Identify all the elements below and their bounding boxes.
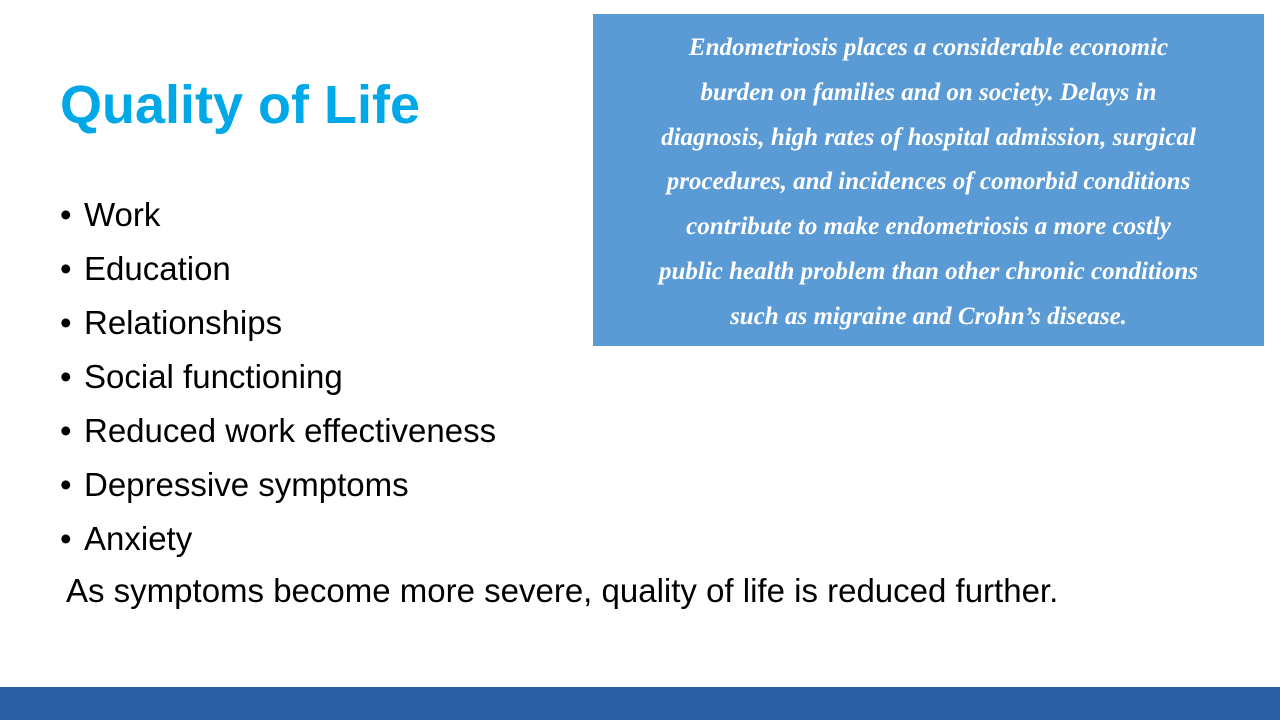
- quote-text: [601, 26, 1256, 340]
- bullet-item: [60, 296, 496, 350]
- bullet-text: Work: [84, 196, 161, 233]
- footer-bar: [0, 687, 1280, 720]
- quote-line: such as migraine and Crohn’s disease.: [730, 302, 1127, 330]
- bullet-text: Depressive symptoms: [84, 466, 409, 503]
- bullet-glyph: •: [60, 466, 72, 503]
- bullet-item: [60, 188, 496, 242]
- bullet-glyph: •: [60, 250, 72, 287]
- bullet-glyph: •: [60, 412, 72, 449]
- quote-line: public health problem than other chronic conditions: [659, 257, 1198, 285]
- bullet-glyph: •: [60, 196, 72, 233]
- bullet-text: Education: [84, 250, 231, 287]
- bullet-glyph: •: [60, 358, 72, 395]
- bullet-glyph: •: [60, 304, 72, 341]
- slide-title: Quality of Life: [60, 75, 421, 135]
- quote-line: diagnosis, high rates of hospital admission, surgical: [661, 123, 1196, 151]
- quote-box: [593, 14, 1264, 346]
- quote-line: contribute to make endometriosis a more costly: [686, 213, 1171, 241]
- bullet-item: [60, 404, 496, 458]
- bullet-item: [60, 458, 496, 512]
- quote-line: burden on families and on society. Delays in: [700, 78, 1157, 106]
- quote-line: procedures, and incidences of comorbid conditions: [666, 168, 1191, 196]
- bullet-glyph: •: [60, 520, 72, 557]
- bullet-text: Relationships: [84, 304, 283, 341]
- bullet-item: [60, 242, 496, 296]
- bullet-text: Social functioning: [84, 358, 343, 395]
- summary-text: As symptoms become more severe, quality of life is reduced further.: [66, 572, 1059, 609]
- bullet-text: Anxiety: [84, 520, 193, 557]
- bullet-item: [60, 512, 496, 566]
- bullet-list: [60, 188, 496, 566]
- bullet-item: [60, 350, 496, 404]
- quote-line: Endometriosis places a considerable economic: [688, 34, 1169, 61]
- bullet-text: Reduced work effectiveness: [84, 412, 497, 449]
